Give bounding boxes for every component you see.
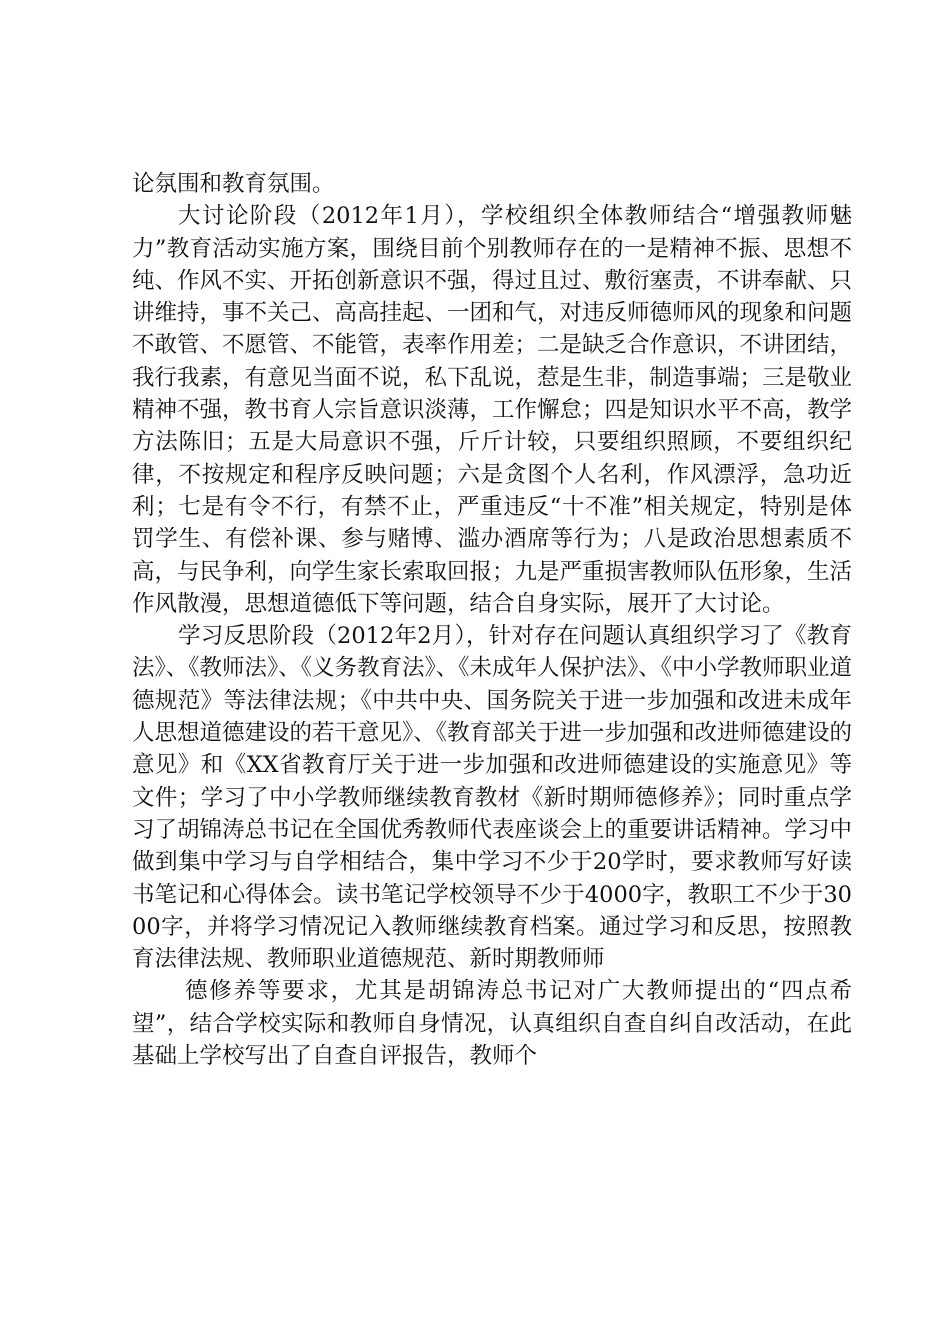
paragraph-self-check: 德修养等要求，尤其是胡锦涛总书记对广大教师提出的“四点希望”，结合学校实际和教师自身情况，认真组织自查自纠自改活动，在此基础上学校写出了自查自评报告，教师个 (132, 978, 852, 1070)
paragraph-discussion-stage: 大讨论阶段（2012年1月），学校组织全体教师结合“增强教师魅力”教育活动实施方案，围绕目前个别教师存在的一是精神不振、思想不纯、作风不实、开拓创新意识不强，得过且过、敷衍塞责，不讲奉献、只讲维持，事不关己、高高挂起、一团和气，对违反师德师风的现象和问题不敢管、不愿管、不能管，表率作用差；二是缺乏合作意识，不讲团结，我行我素，有意见当面不说，私下乱说，惹是生非，制造事端；三是敬业精神不强，教书育人宗旨意识淡薄，工作懈怠；四是知识水平不高，教学方法陈旧；五是大局意识不强，斤斤计较，只要组织照顾，不要组织纪律，不按规定和程序反映问题；六是贪图个人名利，作风漂浮，急功近利；七是有令不行，有禁不止，严重违反“十不准”相关规定，特别是体罚学生、有偿补课、参与赌博、滥办酒席等行为；八是政治思想素质不高，与民争利，向学生家长索取回报；九是严重损害教师队伍形象，生活作风散漫，思想道德低下等问题，结合自身实际，展开了大讨论。 (132, 203, 853, 617)
paragraph-continuation: 论氛围和教育氛围。 (132, 171, 335, 197)
paragraph-study-reflection-stage: 学习反思阶段（2012年2月），针对存在问题认真组织学习了《教育法》、《教师法》、《义务教育法》、《未成年人保护法》、《中小学教师职业道德规范》等法律法规；《中共中央、国务院关于进一步加强和改进未成年人思想道德建设的若干意见》、《教育部关于进一步加强和改进师德建设的意见》和《XX省教育厅关于进一步加强和改进师德建设的实施意见》等文件；学习了中小学教师继续教育教材《新时期师德修养》；同时重点学习了胡锦涛总书记在全国优秀教师代表座谈会上的重要讲话精神。学习中做到集中学习与自学相结合，集中学习不少于20学时，要求教师写好读书笔记和心得体会。读书笔记学校领导不少于4000字，教职工不少于3000字，并将学习情况记入教师继续教育档案。通过学习和反思，按照教育法律法规、教师职业道德规范、新时期教师师 (132, 623, 853, 973)
document-body (132, 168, 852, 1072)
